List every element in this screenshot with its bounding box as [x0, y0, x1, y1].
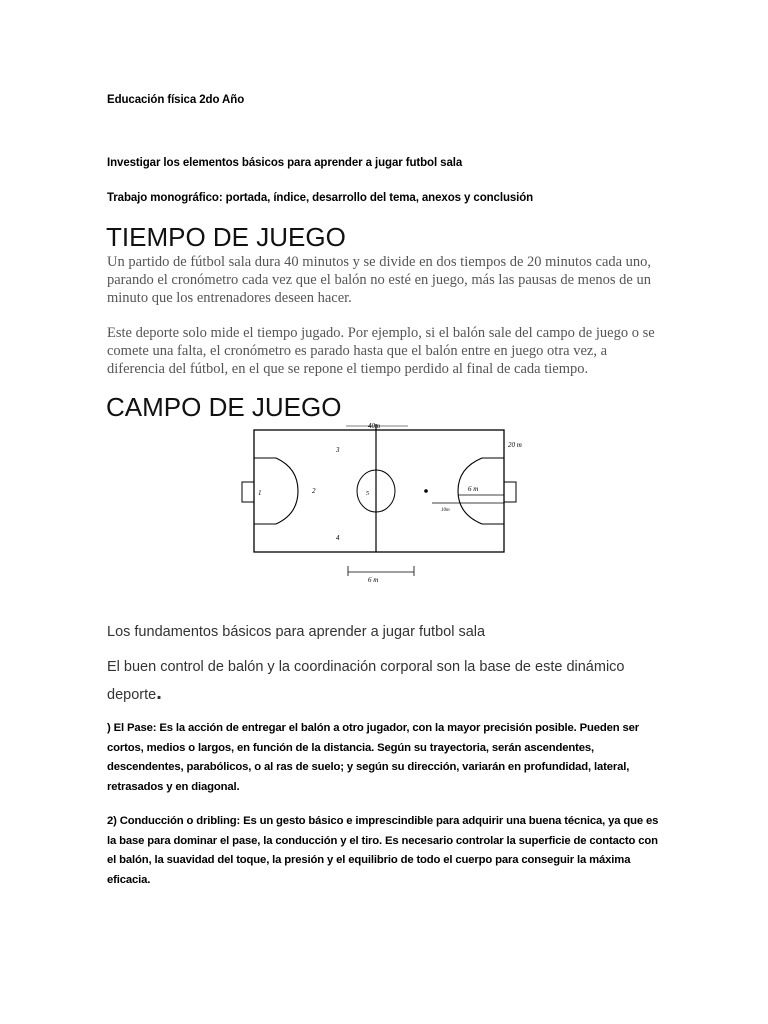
item-pase-text: Es la acción de entregar el balón a otro jugador, con la mayor precisión posible. Pueden ser cortos, medios o largos, en función de la distancia. Según su trayectoria, serán ascendentes, descendentes, parabólicos, o al ras de suelo; y según su dirección, variarán en profundidad, lateral, retrasados y en diagonal. [107, 722, 639, 793]
label-penalty: 10m [441, 508, 450, 513]
penalty-spot [424, 489, 428, 493]
tiempo-paragraph-1: Un partido de fútbol sala dura 40 minutos y se divide en dos tiempos de 20 minutos cada uno, parando el cronómetro cada vez que el balón no esté en juego, más las pausas de menos de un minuto que los entrenadores deseen hacer. [107, 254, 652, 306]
fundamentals-intro-period: . [156, 682, 162, 704]
heading-campo-de-juego: CAMPO DE JUEGO [106, 392, 342, 422]
right-penalty-area [458, 458, 504, 524]
item-pase [107, 719, 667, 797]
heading-tiempo-de-juego: TIEMPO DE JUEGO [106, 222, 346, 252]
tiempo-paragraph-2: Este deporte solo mide el tiempo jugado. Por ejemplo, si el balón sale del campo de juego o se comete una falta, el cronómetro es parado hasta que el balón entre en juego otra vez, a diferencia del fútbol, en el que se repone el tiempo perdido al final de cada tiempo. [107, 325, 655, 377]
zone-4: 4 [336, 534, 340, 542]
right-goal [504, 482, 516, 502]
monograph-line: Trabajo monográfico: portada, índice, desarrollo del tema, anexos y conclusión [107, 192, 534, 204]
zone-1: 1 [258, 489, 262, 497]
item-conduccion-prefix: 2) Conducción o dribling: [107, 815, 241, 827]
left-goal [242, 482, 254, 502]
label-width: 20 m [508, 441, 522, 449]
zone-2: 2 [312, 487, 316, 495]
futsal-field-diagram [236, 420, 526, 590]
zone-3: 3 [336, 446, 340, 454]
item-pase-prefix: ) El Pase: [107, 722, 157, 734]
fundamentals-intro [107, 654, 667, 708]
label-bottom: 6 m [368, 576, 379, 584]
field-boundary [254, 430, 504, 552]
item-conduccion [107, 812, 667, 890]
fundamentals-intro-text: El buen control de balón y la coordinación corporal son la base de este dinámico deporte [107, 659, 625, 703]
zone-5: 5 [366, 491, 369, 497]
label-length: 40m [368, 422, 381, 430]
subject-line: Educación física 2do Año [107, 94, 245, 106]
item-conduccion-text: Es un gesto básico e imprescindible para adquirir una buena técnica, ya que es la base para dominar el pase, la conducción y el tiro. Es necesario controlar la superficie de contacto con el balón, la suavidad del toque, la presión y el equilibrio de todo el cuerpo para conseguir la máxima eficacia. [107, 815, 659, 886]
label-area: 6 m [468, 485, 479, 493]
fundamentals-title: Los fundamentos básicos para aprender a jugar futbol sala [107, 624, 486, 640]
task-line: Investigar los elementos básicos para aprender a jugar futbol sala [107, 157, 463, 169]
